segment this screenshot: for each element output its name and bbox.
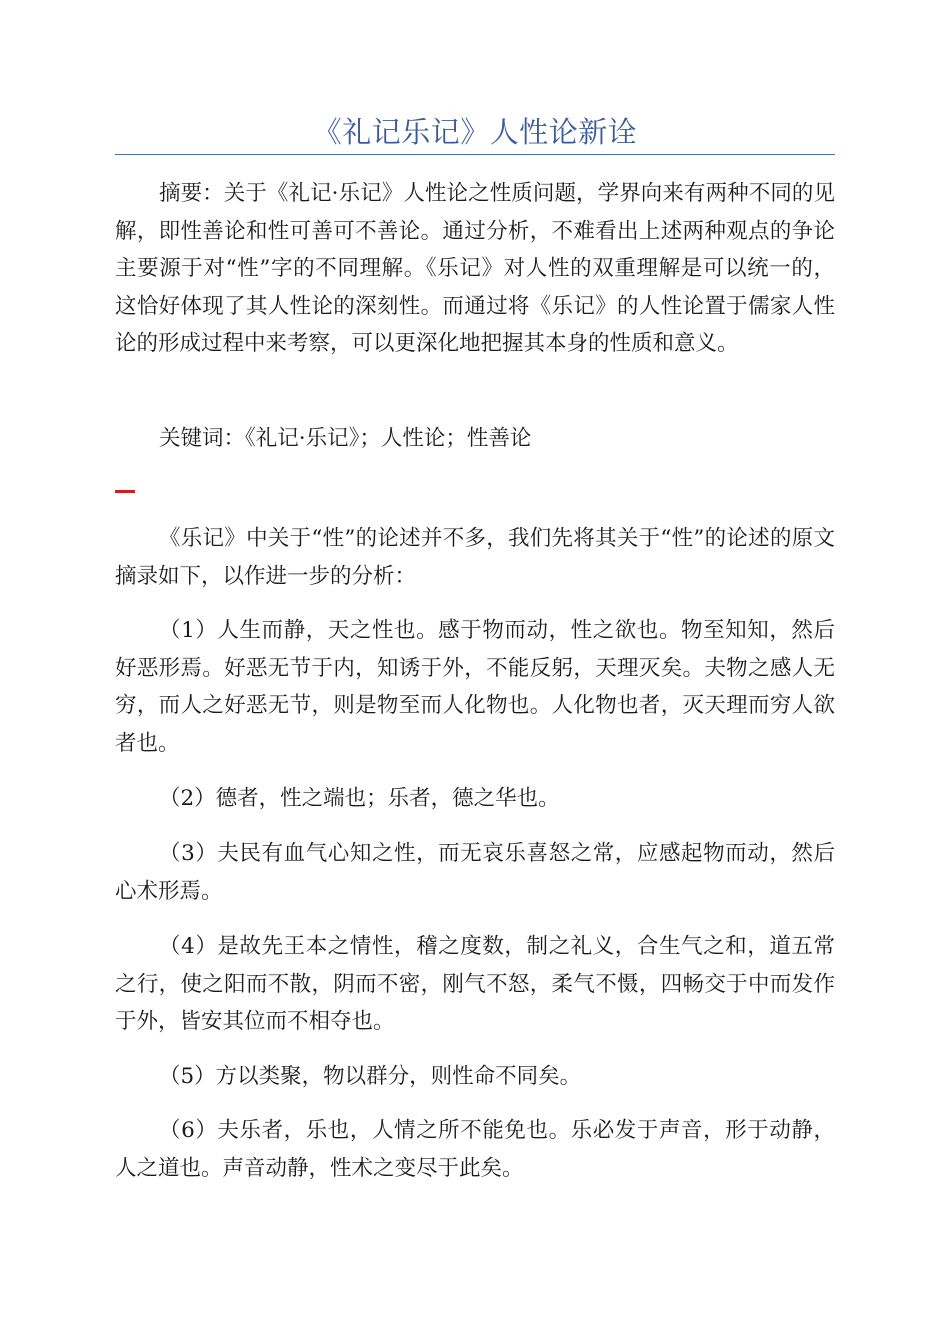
quote-3: （3）夫民有血气心知之性，而无哀乐喜怒之常，应感起物而动，然后心术形焉。 [115, 841, 835, 904]
abstract-paragraph: 摘要：关于《礼记·乐记》人性论之性质问题，学界向来有两种不同的见解，即性善论和性可善可不善论。通过分析，不难看出上述两种观点的争论主要源于对“性”字的不同理解。《乐记》对人性的双重理解是可以统一的，这恰好体现了其人性论的深刻性。而通过将《乐记》的人性论置于儒家人性论的形成过程中来考察，可以更深化地把握其本身的性质和意义。 [115, 181, 835, 356]
keywords-line: 关键词：《礼记·乐记》；人性论；性善论 [159, 426, 532, 451]
quote-6: （6）夫乐者，乐也，人情之所不能免也。乐必发于声音，形于动静，人之道也。声音动静，性术之变尽于此矣。 [115, 1118, 835, 1181]
quote-4: （4）是故先王本之情性，稽之度数，制之礼义，合生气之和，道五常之行，使之阳而不散，阴而不密，刚气不怒，柔气不慑，四畅交于中而发作于外，皆安其位而不相夺也。 [115, 934, 835, 1034]
intro-paragraph: 《乐记》中关于“性”的论述并不多，我们先将其关于“性”的论述的原文摘录如下，以作进一步的分析： [115, 526, 835, 589]
document-title: 《礼记乐记》人性论新诠 [312, 115, 638, 149]
section-number-one [115, 490, 135, 493]
quote-1: （1）人生而静，天之性也。感于物而动，性之欲也。物至知知，然后好恶形焉。好恶无节于内，知诱于外，不能反躬，天理灭矣。夫物之感人无穷，而人之好恶无节，则是物至而人化物也。人化物也者，灭天理而穷人欲者也。 [115, 618, 835, 756]
quote-5: （5）方以类聚，物以群分，则性命不同矣。 [159, 1064, 582, 1089]
title-underline [115, 154, 835, 155]
quote-2: （2）德者，性之端也；乐者，德之华也。 [159, 786, 560, 811]
